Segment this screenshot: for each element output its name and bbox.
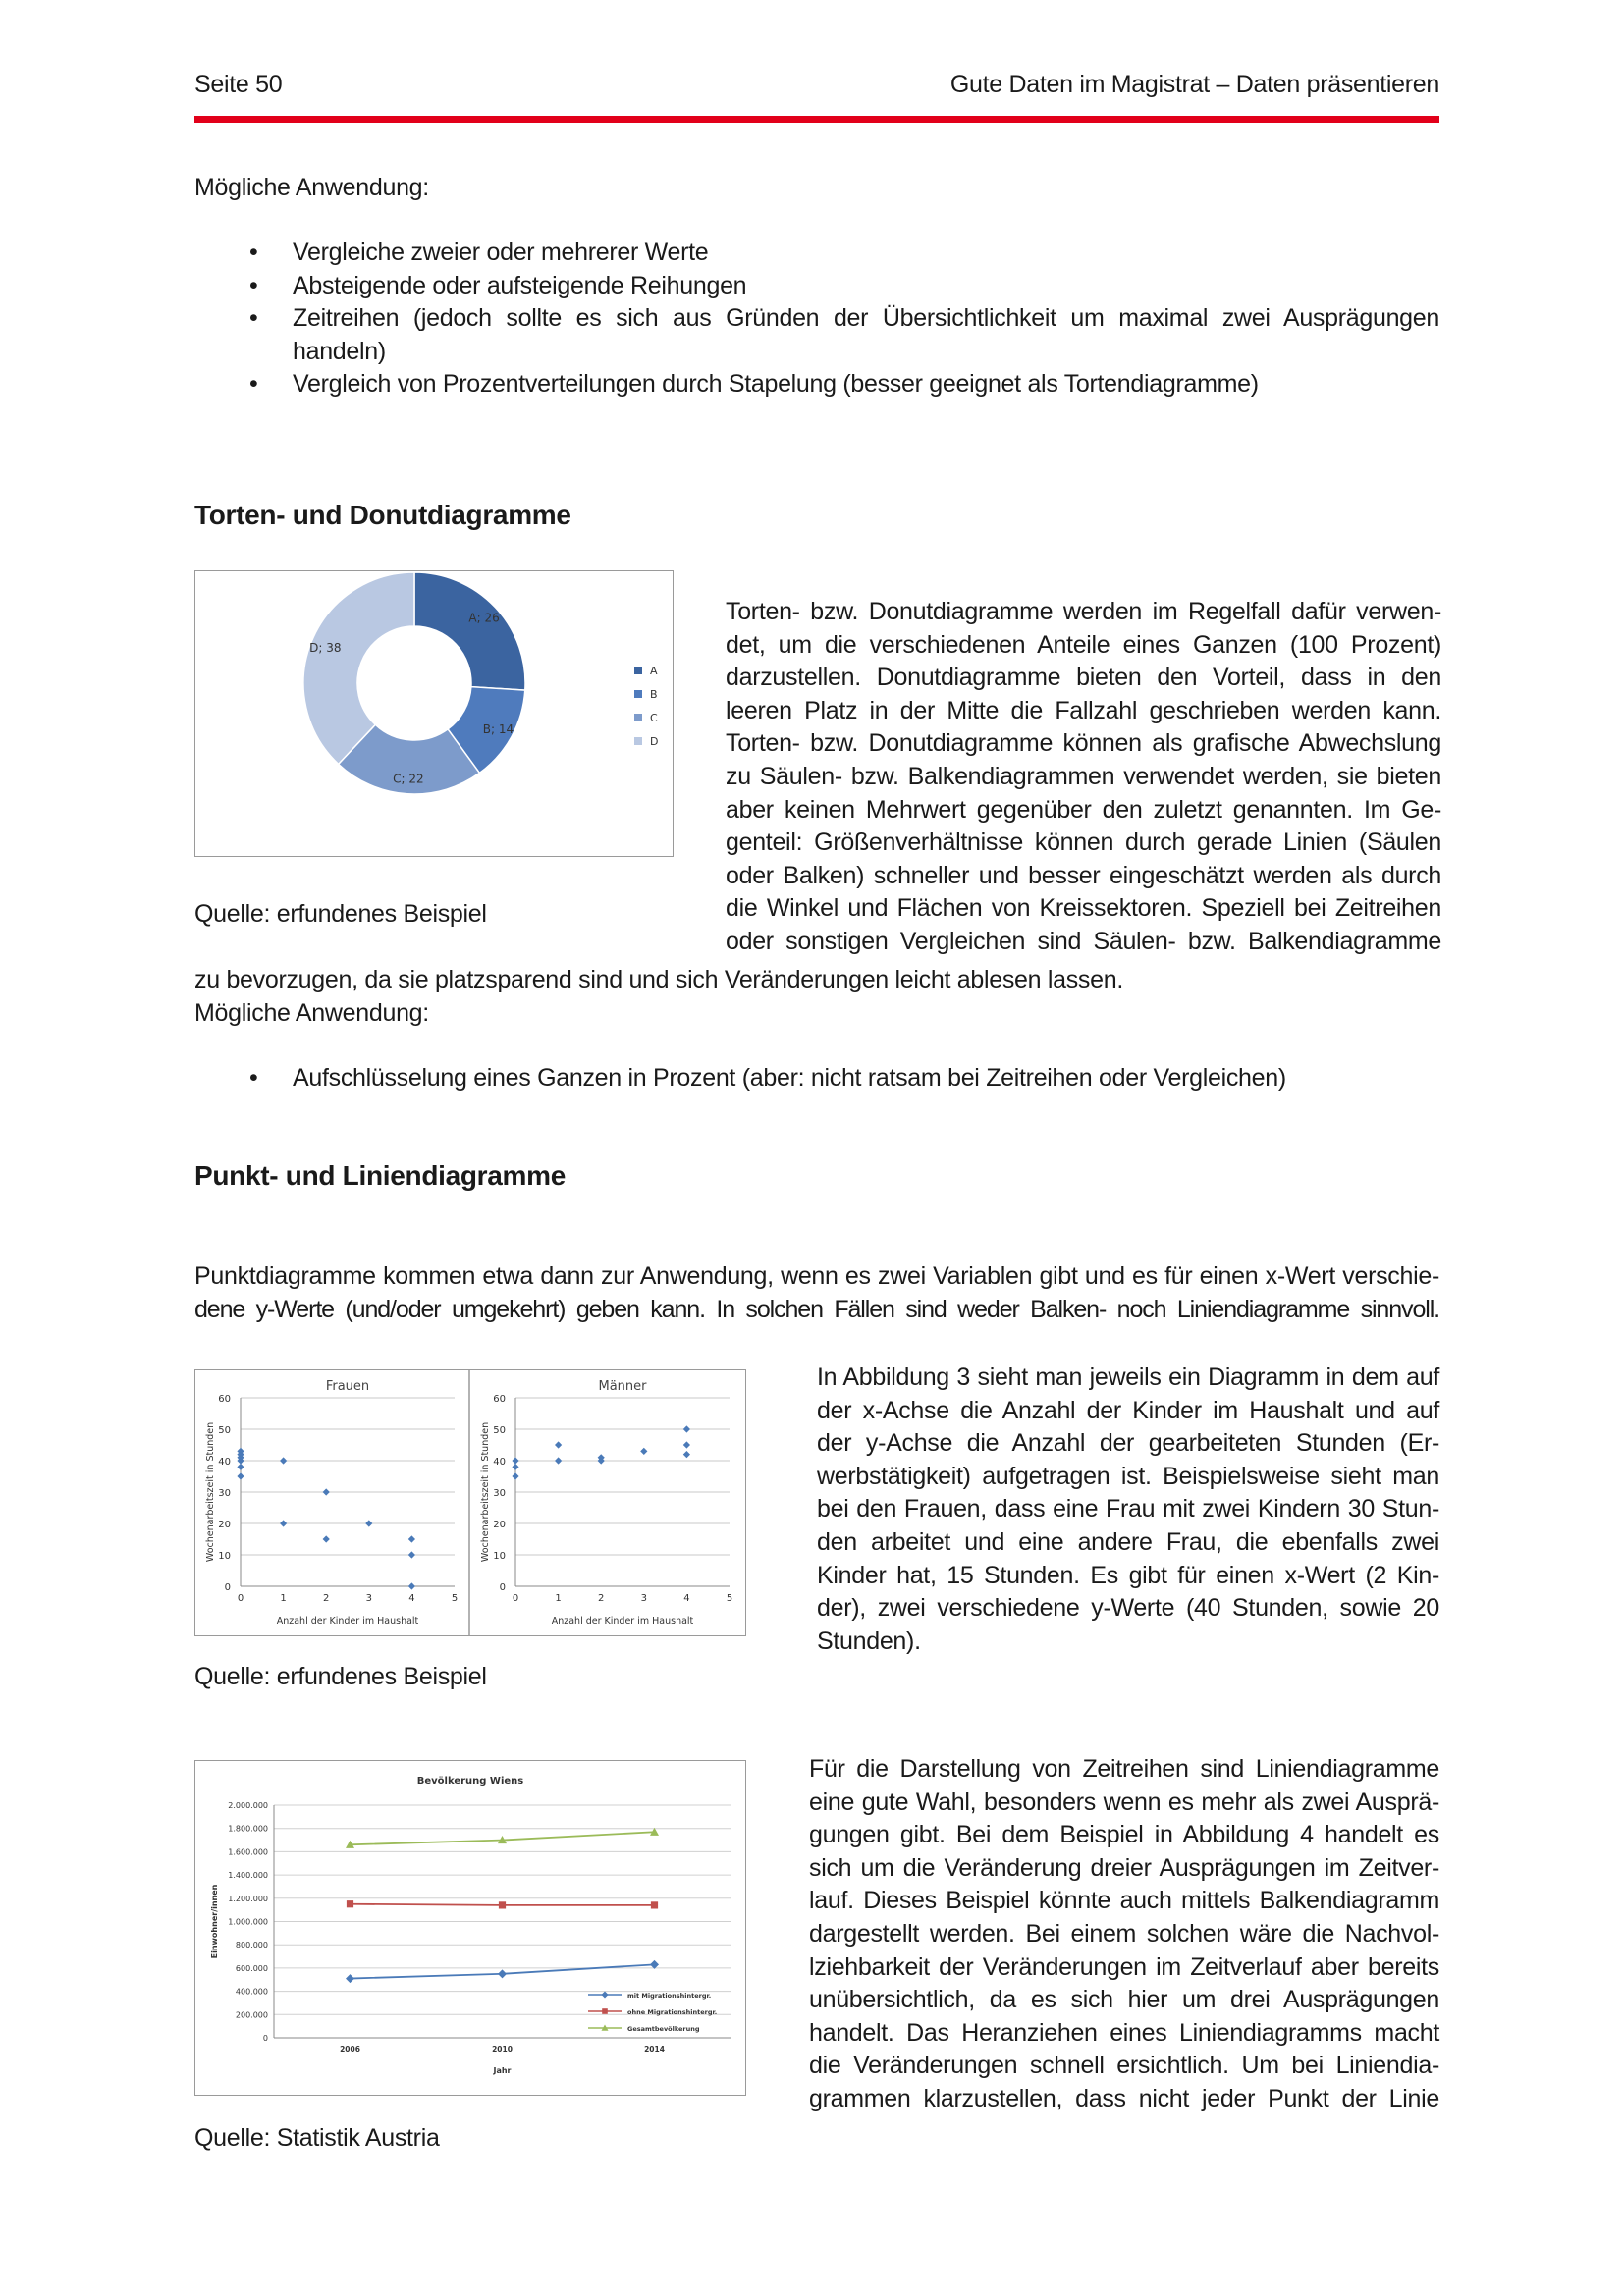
y-tick-label: 1.600.000 — [228, 1847, 268, 1857]
y-tick-label: 0 — [499, 1582, 506, 1593]
figure-source: Quelle: Statistik Austria — [194, 2124, 440, 2152]
line-point — [602, 2008, 608, 2014]
legend-label: Gesamtbevölkerung — [627, 2025, 700, 2033]
paragraph-line: genteil: Größenverhältnisse können durch gerade Linien (Säulen — [726, 828, 1441, 857]
scatter-point — [512, 1472, 518, 1479]
paragraph-line: Punktdiagramme kommen etwa dann zur Anwendung, wenn es zwei Variablen gibt und es für einen x-Wert verschie- — [194, 1262, 1439, 1290]
x-tick-label: 1 — [555, 1593, 562, 1604]
paragraph-line: In Abbildung 3 sieht man jeweils ein Diagramm in dem auf — [817, 1363, 1439, 1391]
scatter-point — [683, 1425, 690, 1432]
y-tick-label: 30 — [493, 1488, 506, 1499]
paragraph-line: lauf. Dieses Beispiel könnte auch mittels Balkendiagramm — [809, 1887, 1439, 1915]
figure-source: Quelle: erfundenes Beispiel — [194, 1663, 487, 1690]
paragraph-line: der), zwei verschiedene y-Werte (40 Stunden, sowie 20 — [817, 1594, 1439, 1623]
bar-uses-list — [194, 237, 1439, 401]
line-chart — [194, 1760, 746, 2096]
section-heading-pie: Torten- und Donutdiagramme — [194, 500, 571, 530]
x-tick-label: 4 — [683, 1593, 690, 1604]
y-tick-label: 60 — [493, 1394, 506, 1405]
x-axis-label: Anzahl der Kinder im Haushalt — [551, 1616, 694, 1627]
donut-chart-svg — [195, 571, 673, 856]
legend-label: B — [650, 688, 658, 701]
y-tick-label: 10 — [218, 1551, 231, 1562]
pie-uses-list — [194, 1062, 1439, 1095]
x-tick-label: 0 — [512, 1593, 519, 1604]
figure-source: Quelle: erfundenes Beispiel — [194, 900, 487, 928]
line-point — [651, 1901, 658, 1908]
y-tick-label: 400.000 — [235, 1987, 268, 1997]
data-label: C; 22 — [393, 772, 424, 786]
list-item: • Vergleiche zweier oder mehrerer Werte — [194, 237, 1439, 270]
list-item: • Zeitreihen (jedoch sollte es sich aus Gründen der Übersichtlichkeit um maximal zwei Ausprägungen handeln) — [194, 302, 1439, 368]
page-number: Seite 50 — [194, 71, 283, 98]
legend-label: C — [650, 712, 658, 724]
legend-swatch — [634, 737, 642, 745]
y-tick-label: 2.000.000 — [228, 1801, 268, 1810]
scatter-point — [408, 1582, 415, 1589]
x-tick-label: 2006 — [340, 2045, 360, 2054]
scatter-point — [280, 1520, 287, 1526]
donut-chart — [194, 570, 674, 857]
line-point — [346, 1974, 354, 1983]
paragraph-line: der x-Achse die Anzahl der Kinder im Haushalt und auf — [817, 1396, 1439, 1424]
paragraph-line: eine gute Wahl, besonders wenn es mehr als zwei Ausprä- — [809, 1788, 1439, 1816]
list-item: • Absteigende oder aufsteigende Reihungen — [194, 270, 1439, 303]
y-tick-label: 1.800.000 — [228, 1824, 268, 1834]
paragraph-line: den arbeitet und eine andere Frau, die ebenfalls zwei — [817, 1527, 1439, 1556]
data-label: D; 38 — [309, 641, 342, 656]
scatter-charts-svg — [195, 1370, 745, 1635]
line-point — [602, 1992, 609, 1999]
scatter-point — [323, 1535, 330, 1542]
line-chart-svg — [195, 1761, 745, 2095]
paragraph-line: oder sonstigen Vergleichen sind Säulen- bzw. Balkendiagramme — [726, 927, 1441, 955]
paragraph-line: die Winkel und Flächen von Kreissektoren. Speziell bei Zeitreihen — [726, 894, 1441, 923]
x-tick-label: 2010 — [492, 2045, 513, 2054]
legend-label: ohne Migrationshintergr. — [627, 2008, 718, 2016]
paragraph-line: werbstätigkeit) aufgetragen ist. Beispielsweise sieht man — [817, 1462, 1439, 1490]
header-rule — [194, 116, 1439, 123]
use-label: Mögliche Anwendung: — [194, 174, 429, 201]
scatter-intro — [194, 1260, 1439, 1326]
y-tick-label: 0 — [262, 2034, 268, 2043]
paragraph-line: grammen klarzustellen, dass nicht jeder Punkt der Linie — [809, 2084, 1439, 2112]
y-tick-label: 1.200.000 — [228, 1894, 268, 1903]
scatter-point — [408, 1535, 415, 1542]
pie-body-text — [726, 596, 1441, 959]
y-tick-label: 50 — [218, 1425, 231, 1436]
line-point — [347, 1900, 353, 1907]
scatter-point — [555, 1441, 562, 1448]
line-point — [499, 1901, 506, 1908]
document-title: Gute Daten im Magistrat – Daten präsentieren — [949, 71, 1439, 98]
x-axis-label: Jahr — [493, 2066, 512, 2075]
scatter-point — [683, 1451, 690, 1458]
paragraph-line: Kinder hat, 15 Stunden. Es gibt für einen x-Wert (2 Kin- — [817, 1561, 1439, 1589]
y-tick-label: 10 — [493, 1551, 506, 1562]
paragraph-line: Stunden). — [817, 1627, 921, 1655]
legend-swatch — [634, 690, 642, 698]
y-tick-label: 20 — [218, 1520, 231, 1530]
section-heading-scatter: Punkt- und Liniendiagramme — [194, 1160, 567, 1191]
legend-label: D — [650, 735, 659, 748]
paragraph-line: dargestellt werden. Bei einem solchen wäre die Nachvol- — [809, 1919, 1439, 1948]
paragraph-line: unübersichtlich, da es sich hier um drei Ausprägungen — [809, 1986, 1439, 2014]
paragraph-line: darzustellen. Donutdiagramme bieten den Vorteil, dass in den — [726, 664, 1441, 692]
x-tick-label: 2 — [598, 1593, 605, 1604]
x-tick-label: 4 — [408, 1593, 415, 1604]
scatter-point — [512, 1464, 518, 1470]
x-tick-label: 0 — [237, 1593, 244, 1604]
paragraph-line: zu Säulen- bzw. Balkendiagrammen verwendet werden, sie bieten — [726, 762, 1441, 790]
scatter-body-text — [817, 1362, 1439, 1658]
y-tick-label: 800.000 — [235, 1941, 268, 1950]
paragraph-line: Torten- bzw. Donutdiagramme können als grafische Abwechslung — [726, 729, 1441, 758]
paragraph-line: det, um die verschiedenen Anteile eines Ganzen (100 Prozent) — [726, 630, 1441, 659]
data-label: A; 26 — [468, 611, 500, 625]
x-tick-label: 3 — [365, 1593, 372, 1604]
line-point — [498, 1969, 507, 1978]
scatter-charts — [194, 1369, 746, 1636]
list-item: • Aufschlüsselung eines Ganzen in Prozent (aber: nicht ratsam bei Zeitreihen oder Vergleichen) — [194, 1062, 1439, 1095]
x-tick-label: 1 — [280, 1593, 287, 1604]
x-tick-label: 2 — [323, 1593, 330, 1604]
y-tick-label: 1.400.000 — [228, 1871, 268, 1881]
paragraph-line: bei den Frauen, dass eine Frau mit zwei Kindern 30 Stun- — [817, 1495, 1439, 1523]
paragraph-line: Torten- bzw. Donutdiagramme werden im Regelfall dafür verwen- — [726, 598, 1441, 625]
scatter-point — [408, 1551, 415, 1558]
paragraph-line: aber keinen Mehrwert gegenüber den zuletzt genannten. Im Ge- — [726, 795, 1441, 824]
scatter-point — [512, 1457, 518, 1464]
x-tick-label: 3 — [640, 1593, 647, 1604]
donut-slice-a — [414, 572, 525, 690]
x-tick-label: 5 — [451, 1593, 459, 1604]
scatter-point — [555, 1457, 562, 1464]
paragraph-line: leeren Platz in der Mitte die Fallzahl geschrieben werden kann. — [726, 696, 1441, 724]
legend-label: mit Migrationshintergr. — [627, 1992, 712, 2000]
legend-swatch — [634, 714, 642, 721]
y-axis-label: Wochenarbeitszeit in Stunden — [480, 1421, 491, 1563]
x-tick-label: 5 — [726, 1593, 733, 1604]
paragraph-line: lziehbarkeit der Veränderungen im Zeitverlauf aber bereits — [809, 1952, 1439, 1981]
scatter-point — [237, 1472, 244, 1479]
use-label: Mögliche Anwendung: — [194, 999, 429, 1027]
legend-swatch — [634, 667, 642, 674]
scatter-point — [640, 1448, 647, 1455]
y-tick-label: 1.000.000 — [228, 1917, 268, 1927]
scatter-point — [237, 1464, 244, 1470]
y-tick-label: 40 — [218, 1457, 231, 1468]
legend-label: A — [650, 665, 658, 677]
scatter-point — [365, 1520, 372, 1526]
paragraph-line: sich um die Veränderung dreier Ausprägungen im Zeitver- — [809, 1853, 1439, 1882]
paragraph-line: Für die Darstellung von Zeitreihen sind Liniendiagramme — [809, 1755, 1439, 1783]
y-tick-label: 0 — [224, 1582, 231, 1593]
y-tick-label: 20 — [493, 1520, 506, 1530]
y-tick-label: 60 — [218, 1394, 231, 1405]
y-tick-label: 30 — [218, 1488, 231, 1499]
data-label: B; 14 — [482, 721, 514, 736]
paragraph-line: handelt. Das Heranziehen eines Liniendiagramms macht — [809, 2018, 1439, 2047]
x-axis-label: Anzahl der Kinder im Haushalt — [276, 1616, 419, 1627]
paragraph-line: der y-Achse die Anzahl der gearbeiteten Stunden (Er- — [817, 1429, 1439, 1458]
paragraph-line: die Veränderungen schnell ersichtlich. Um bei Liniendia- — [809, 2052, 1439, 2080]
scatter-point — [280, 1457, 287, 1464]
y-tick-label: 50 — [493, 1425, 506, 1436]
chart-title: Frauen — [325, 1379, 370, 1394]
chart-title: Männer — [598, 1379, 647, 1394]
x-tick-label: 2014 — [644, 2045, 665, 2054]
chart-title: Bevölkerung Wiens — [416, 1776, 524, 1787]
paragraph-line: zu bevorzugen, da sie platzsparend sind und sich Veränderungen leicht ablesen lassen. — [194, 966, 1123, 993]
y-tick-label: 40 — [493, 1457, 506, 1468]
y-tick-label: 600.000 — [235, 1963, 268, 1973]
paragraph-line: dene y-Werte (und/oder umgekehrt) geben kann. In solchen Fällen sind weder Balken- noch Liniendiagramme sinnvoll. — [194, 1295, 1439, 1323]
scatter-point — [683, 1441, 690, 1448]
y-tick-label: 200.000 — [235, 2010, 268, 2020]
y-axis-label: Wochenarbeitszeit in Stunden — [205, 1421, 216, 1563]
paragraph-line: oder Balken) schneller und besser eingeschätzt werden als durch — [726, 861, 1441, 889]
donut-slice-d — [303, 572, 414, 764]
line-body-text — [809, 1753, 1439, 2116]
scatter-point — [323, 1488, 330, 1495]
y-axis-label: Einwohner/innen — [210, 1884, 219, 1959]
paragraph-line: gungen gibt. Bei dem Beispiel in Abbildung 4 handelt es — [809, 1821, 1439, 1849]
list-item: • Vergleich von Prozentverteilungen durch Stapelung (besser geeignet als Tortendiagramme) — [194, 368, 1439, 401]
